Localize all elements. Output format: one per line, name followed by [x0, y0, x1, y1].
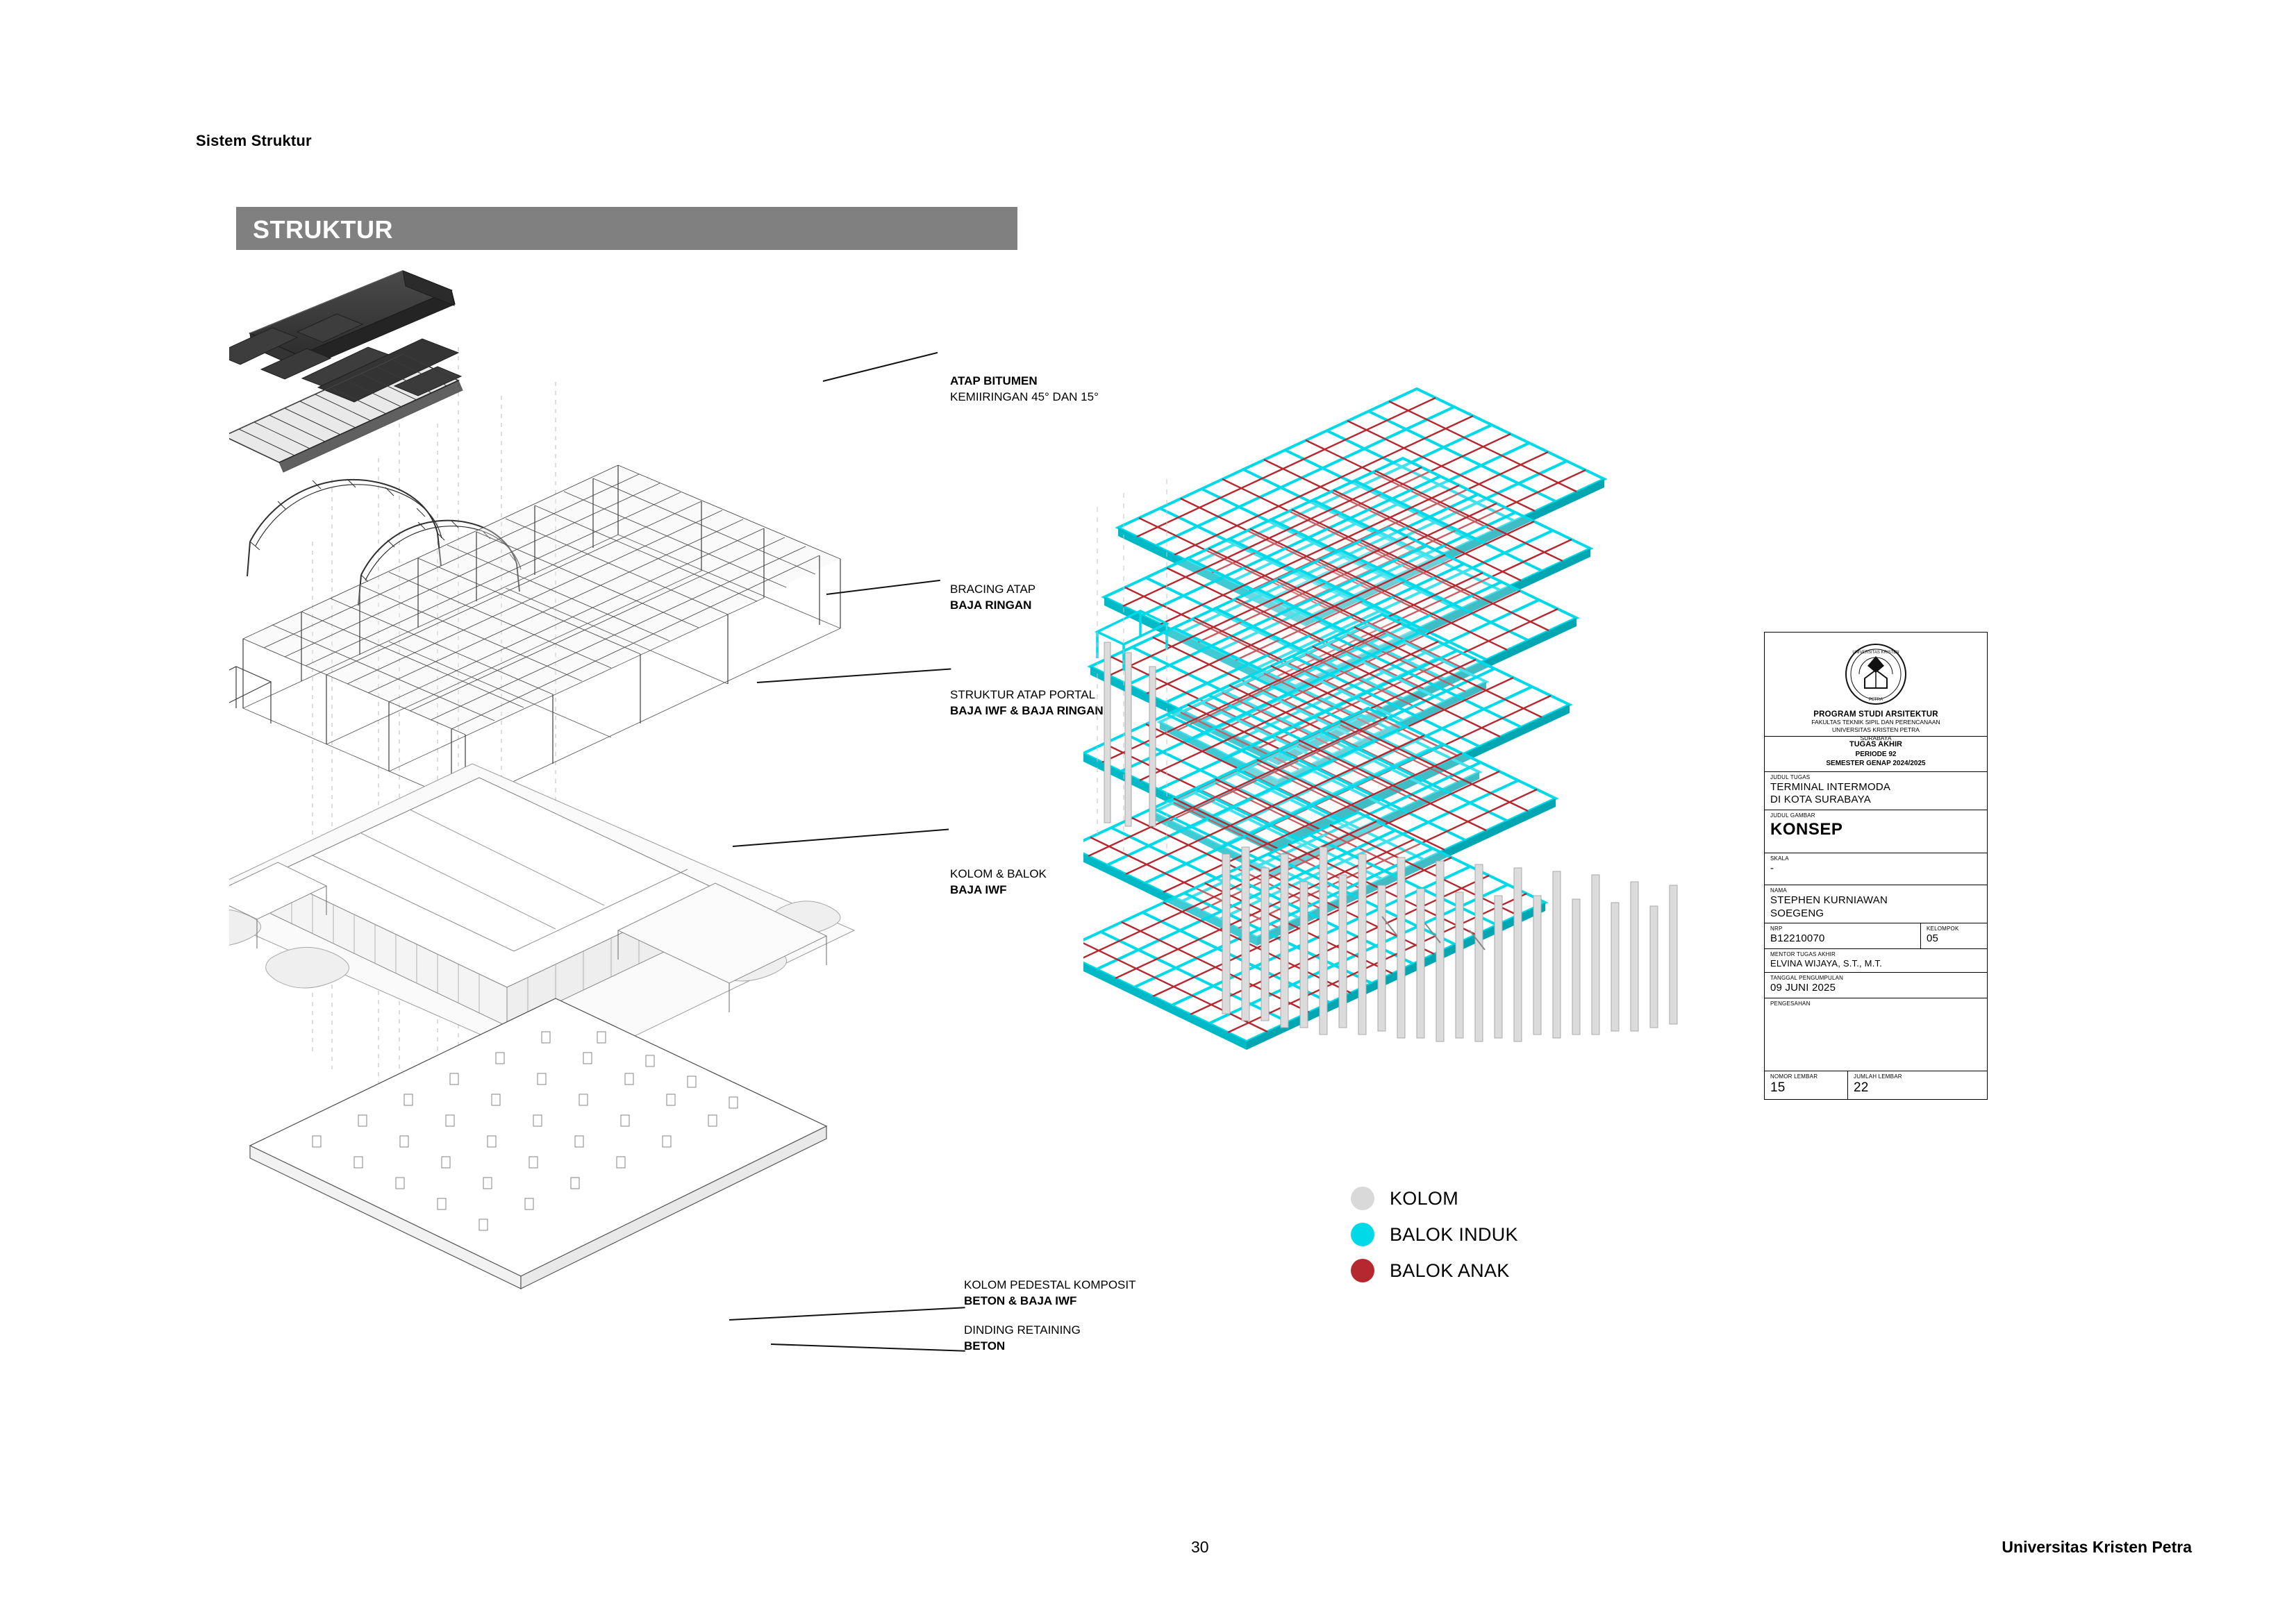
callout-dinding-retaining-line1: DINDING RETAINING	[964, 1323, 1081, 1337]
steel-frame-layer	[229, 465, 840, 804]
legend-label-balok-induk: BALOK INDUK	[1390, 1223, 1518, 1245]
sheet-total-tag: JUMLAH LEMBAR	[1854, 1073, 1902, 1080]
group-value: 05	[1927, 932, 1939, 945]
exploded-axonometric-diagram	[229, 250, 1007, 1389]
legend-swatch-balok-induk	[1351, 1223, 1374, 1246]
university-name: UNIVERSITAS KRISTEN PETRA	[1832, 726, 1920, 734]
foundation-slab-layer	[250, 998, 826, 1289]
callout-atap-bitumen-line1: ATAP BITUMEN	[950, 374, 1038, 387]
title-block-sheet-total	[1848, 1071, 1987, 1100]
callout-atap-bitumen	[950, 374, 1099, 405]
legend-item-balok-induk	[1351, 1216, 1642, 1253]
structural-framing-plans	[1083, 368, 1743, 1132]
legend-label-balok-anak: BALOK ANAK	[1390, 1259, 1510, 1281]
project-title-line2: DI KOTA SURABAYA	[1770, 794, 1871, 806]
section-banner	[236, 207, 1017, 250]
section-banner-label: STRUKTUR	[253, 215, 393, 244]
sheet-number-value: 15	[1770, 1080, 1786, 1096]
callout-bracing-atap-line2: BAJA RINGAN	[950, 598, 1032, 612]
callout-bracing-atap	[950, 582, 1035, 614]
callout-kolom-pedestal-line1: KOLOM PEDESTAL KOMPOSIT	[964, 1278, 1136, 1291]
title-block-mentor	[1765, 949, 1987, 973]
callout-struktur-atap-portal-line1: STRUKTUR ATAP PORTAL	[950, 688, 1096, 701]
project-tag: JUDUL TUGAS	[1770, 773, 1811, 780]
course-semester: SEMESTER GENAP 2024/2025	[1826, 760, 1926, 768]
scale-tag: SKALA	[1770, 855, 1789, 862]
callout-bracing-atap-line1: BRACING ATAP	[950, 583, 1036, 596]
callout-struktur-atap-portal	[950, 687, 1104, 719]
callout-kolom-pedestal-line2: BETON & BAJA IWF	[964, 1294, 1077, 1307]
date-value: 09 JUNI 2025	[1770, 981, 1836, 994]
author-name-line1: STEPHEN KURNIAWAN	[1770, 894, 1888, 906]
title-block-id-row	[1765, 923, 1987, 949]
title-block-project	[1765, 772, 1987, 810]
legend-item-kolom	[1351, 1180, 1642, 1216]
course-period: PERIODE 92	[1855, 750, 1897, 758]
approval-tag: PENGESAHAN	[1770, 1000, 1811, 1007]
sheet-total-value: 22	[1854, 1080, 1869, 1096]
callout-atap-bitumen-line2: KEMIIRINGAN 45° DAN 15°	[950, 390, 1099, 403]
title-block-course	[1765, 734, 1987, 772]
nrp-tag: NRP	[1770, 926, 1783, 932]
callout-kolom-balok	[950, 867, 1047, 898]
author-name-line2: SOEGENG	[1770, 907, 1824, 919]
legend	[1351, 1180, 1642, 1289]
callout-kolom-pedestal	[964, 1278, 1136, 1309]
universitas-kristen-petra-emblem	[1844, 642, 1908, 706]
title-block-institution	[1765, 633, 1987, 742]
program-name: PROGRAM STUDI ARSITEKTUR	[1813, 710, 1938, 719]
title-block	[1764, 632, 1988, 1100]
title-block-nrp	[1765, 923, 1921, 948]
title-block-sheet-number	[1765, 1071, 1848, 1100]
course-title: TUGAS AKHIR	[1849, 740, 1902, 748]
mentor-value: ELVINA WIJAYA, S.T., M.T.	[1770, 957, 1883, 969]
legend-swatch-kolom	[1351, 1187, 1374, 1210]
drawing-tag: JUDUL GAMBAR	[1770, 812, 1815, 819]
callout-dinding-retaining-line2: BETON	[964, 1339, 1006, 1353]
title-block-drawing	[1765, 810, 1987, 853]
callout-kolom-balok-line1: KOLOM & BALOK	[950, 867, 1047, 880]
title-block-author	[1765, 885, 1987, 923]
faculty-name: FAKULTAS TEKNIK SIPIL DAN PERENCANAAN	[1811, 719, 1940, 726]
project-title-line1: TERMINAL INTERMODA	[1770, 780, 1891, 793]
group-tag: KELOMPOK	[1927, 926, 1959, 932]
sheet-number-tag: NOMOR LEMBAR	[1770, 1073, 1818, 1080]
svg-text:UNIVERSITAS KRISTEN: UNIVERSITAS KRISTEN	[1852, 651, 1899, 655]
callout-kolom-balok-line2: BAJA IWF	[950, 882, 1007, 896]
title-block-group	[1921, 923, 1987, 948]
legend-swatch-balok-anak	[1351, 1259, 1374, 1282]
svg-text:PETRA: PETRA	[1868, 698, 1883, 702]
title-block-sheet-row	[1765, 1071, 1987, 1100]
page-number: 30	[1191, 1538, 1209, 1556]
callout-dinding-retaining	[964, 1323, 1081, 1355]
date-tag: TANGGAL PENGUMPULAN	[1770, 975, 1844, 982]
footer-institution: Universitas Kristen Petra	[2002, 1538, 2192, 1556]
drawing-title: KONSEP	[1770, 819, 1843, 839]
scale-value: -	[1770, 862, 1774, 874]
legend-label-kolom: KOLOM	[1390, 1187, 1459, 1209]
callout-struktur-atap-portal-line2: BAJA IWF & BAJA RINGAN	[950, 703, 1104, 717]
page-title: Sistem Struktur	[196, 132, 312, 149]
title-block-approval	[1765, 998, 1987, 1071]
city-name: SURABAYA	[1860, 734, 1892, 742]
mentor-tag: MENTOR TUGAS AKHIR	[1770, 951, 1836, 957]
title-block-date	[1765, 973, 1987, 998]
legend-item-balok-anak	[1351, 1253, 1642, 1289]
title-block-scale	[1765, 853, 1987, 885]
nrp-value: B12210070	[1770, 932, 1825, 945]
author-tag: NAMA	[1770, 887, 1787, 894]
